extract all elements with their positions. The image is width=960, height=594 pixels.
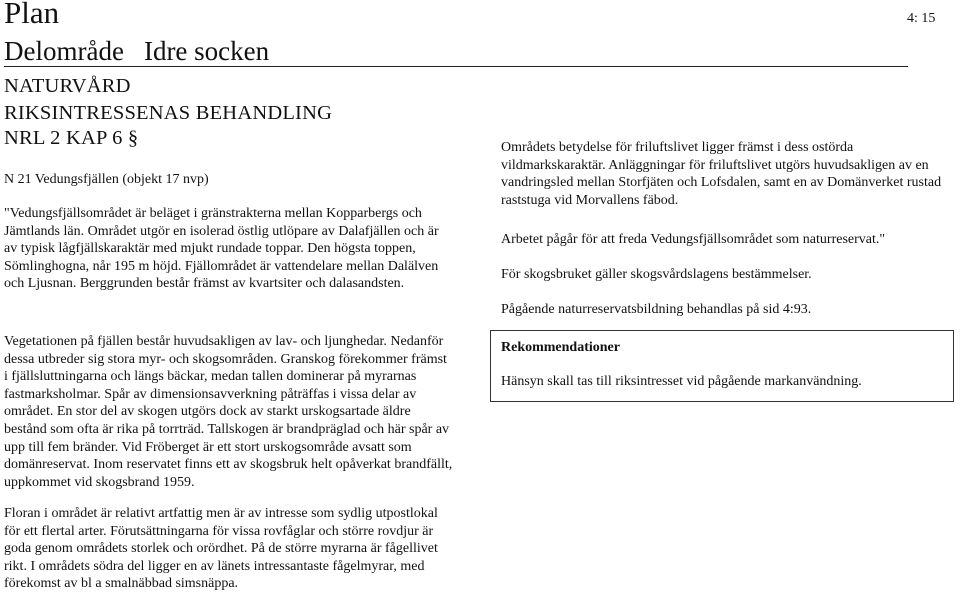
delomrade-header <box>4 33 269 69</box>
right-paragraph-3: För skogsbruket gäller skogsvårdslagens bestämmelser. <box>501 267 812 282</box>
delomrade-label: Delområde <box>4 36 124 66</box>
right-paragraph-4: Pågående naturreservatsbildning behandlas på sid 4:93. <box>501 302 812 317</box>
object-title: N 21 Vedungsfjällen (objekt 17 nvp) <box>4 172 209 187</box>
left-paragraph-2: Vegetationen på fjällen består huvudsakligen av lav- och ljunghedar. Nedanför dessa utbreder sig stora myr- och skogsområden. Granskog förekommer främst i fjällsluttningarna och längs bäckar, medan tallen dominerar på myrarnas fastmarksholmar. Spår av dimensionsavverkning påträffas i vissa delar av området. En stor del av skogen utgörs dock av starkt urskogsartade äldre bestånd som ofta är rika på torrträd. Tallskogen är brandpräglad och här spår av upp till fem bränder. Vid Fröberget är ett stort urskogsområde avsatt som domänreservat. Inom reservatet finns ett av skogsbruk helt opåverkat brandfällt, uppkommet vid skogsbrand 1959. <box>4 334 453 490</box>
left-paragraph-3: Floran i området är relativt artfattig men är av intresse som sydlig utpostlokal för ett flertal arter. Förutsättningarna för vissa rovfåglar och större rovdjur är goda genom områdets storlek och orördhet. På de större myrarna är fågellivet rikt. I områdets södra del ligger en av länets intressantaste fågelmyrar, med förekomst av bl a smalnäbbad simsnäppa. <box>4 506 438 592</box>
recommendation-text: Hänsyn skall tas till riksintresset vid pågående markanvändning. <box>501 374 862 389</box>
right-paragraph-1: Områdets betydelse för friluftslivet ligger främst i dess ostörda vildmarkskaraktär. Anläggningar för friluftslivet utgörs huvudsakligen av en vandringsled mellan Storfjäten och Lofsdalen, samt en av Domänverket rustad raststuga vid Morvallens fäbod. <box>501 140 942 208</box>
plan-title: Plan <box>4 0 60 30</box>
page-number: 4: 15 <box>907 11 936 26</box>
header-rule <box>4 66 908 67</box>
heading-naturvard: NATURVÅRD <box>4 75 131 97</box>
heading-riksintresse: RIKSINTRESSENAS BEHANDLING <box>4 102 333 124</box>
socken-name: Idre socken <box>143 36 270 66</box>
right-paragraph-2: Arbetet pågår för att freda Vedungsfjällsområdet som naturreservat." <box>501 232 886 247</box>
heading-nrl: NRL 2 KAP 6 § <box>4 127 139 149</box>
recommendation-heading: Rekommendationer <box>501 340 620 355</box>
left-paragraph-1: "Vedungsfjällsområdet är beläget i gränstrakterna mellan Kopparbergs och Jämtlands län. Området utgör en isolerad östlig utlöpare av Dalafjällen och är av typisk lågfjällskaraktär med mjukt rundade toppar. Den högsta toppen, Sömlinghogna, når 195 m höjd. Fjällområdet är vattendelare mellan Dalälven och Ljusnan. Berggrunden består främst av kvartsiter och dalasandsten. <box>4 206 439 292</box>
